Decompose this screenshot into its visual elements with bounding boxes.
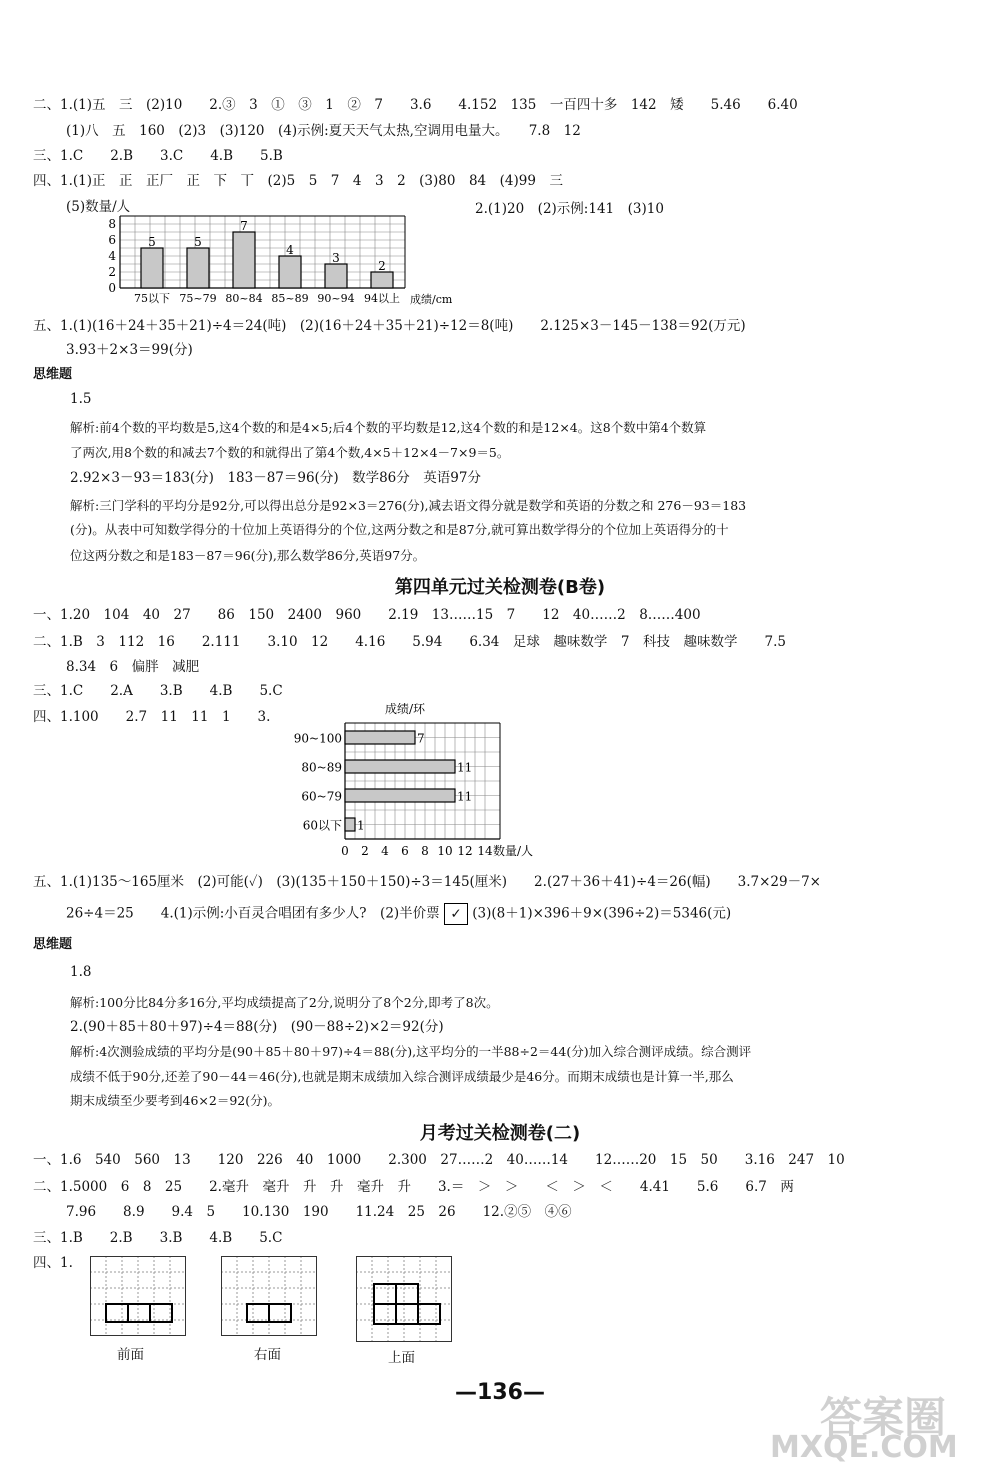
view-label: 上面 [388,1350,415,1366]
line: 3.93＋2×3＝99(分) [66,342,193,358]
data-label: 5 [194,235,202,249]
view-label: 右面 [254,1347,281,1363]
line: 三、1.C 2.B 3.C 4.B 5.B [33,148,283,164]
page-number: —136— [455,1380,545,1405]
x-tick-label: 80~84 [225,292,263,305]
x-tick-label: 8 [421,844,429,858]
line: 二、1.B 3 112 16 2.111 3.10 12 4.16 5.94 6.34 足球 趣味数学 7 科技 趣味数学 7.5 [33,634,786,650]
bar-chart-1 [100,212,460,312]
x-tick-label: 4 [381,844,389,858]
x-axis-label: 数量/人 [493,844,534,858]
line: (1)八 五 160 (2)3 (3)120 (4)示例:夏天天气太热,空调用电量大。 7.8 12 [66,123,581,139]
y-tick-label: 90~100 [293,731,342,746]
line: 位这两分数之和是183－87＝96(分),那么数学86分,英语97分。 [70,548,426,563]
bar [187,248,209,288]
x-axis-label: 成绩/cm [410,293,453,306]
bar [233,232,255,288]
right-view-grid [221,1256,317,1336]
line: 1.8 [70,964,92,980]
data-label: 11 [457,789,473,804]
section-title: 月考过关检测卷(二) [419,1123,581,1144]
y-tick-label: 4 [108,249,116,263]
top-view-grid [356,1256,452,1342]
check-box: ✓ [444,903,468,925]
y-tick-label: 60~79 [301,789,342,804]
line-part: 26÷4＝25 4.(1)示例:小百灵合唱团有多少人? (2)半价票 [66,905,440,922]
line: 五、1.(1)135～165厘米 (2)可能(✓) (3)(135＋150＋150)÷3＝145(厘米) 2.(27＋36＋41)÷4＝26(幅) 3.7×29－7× [33,874,821,890]
line: 成绩不低于90分,还差了90－44＝46(分),也就是期末成绩加入综合测评成绩最少是46分。而期末成绩也是计算一半,那么 [70,1069,734,1084]
line: 1.5 [70,391,92,407]
y-tick-label: 0 [108,281,116,295]
x-tick-label: 75~79 [179,292,217,305]
bar [345,789,455,802]
line: 解析:前4个数的平均数是5,这4个数的和是4×5;后4个数的平均数是12,这4个数的和是12×4。这8个数中第4个数算 [70,420,707,435]
x-tick-label: 12 [457,844,473,858]
view-label: 前面 [117,1347,144,1363]
line [66,903,731,925]
data-label: 7 [240,219,248,233]
line: 解析:100分比84分多16分,平均成绩提高了2分,说明分了8个2分,即考了8次。 [70,995,499,1010]
line: 2.92×3－93＝183(分) 183－87＝96(分) 数学86分 英语97分 [70,470,481,486]
y-axis-label: 成绩/环 [385,703,426,716]
section-title: 第四单元过关检测卷(B卷) [394,577,606,598]
line: 三、1.C 2.A 3.B 4.B 5.C [33,683,283,699]
line: 2.(1)20 (2)示例:141 (3)10 [475,201,664,217]
y-tick-label: 80~89 [301,760,342,775]
y-tick-label: 60以下 [302,818,342,833]
line: 一、1.20 104 40 27 86 150 2400 960 2.19 13……15 7 12 40……2 8……400 [33,607,701,623]
data-label: 2 [378,259,386,273]
watermark-text: MXQE.COM [770,1430,958,1465]
x-tick-label: 10 [437,844,453,858]
data-label: 1 [357,818,365,833]
x-tick-label: 14 [477,844,493,858]
x-tick-label: 0 [341,844,349,858]
line: (分)。从表中可知数学得分的十位加上英语得分的个位,这两分数之和是87分,就可算出数学得分的个位加上英语得分的十 [70,522,729,537]
data-label: 7 [417,731,425,746]
line: 二、1.5000 6 8 25 2.毫升 毫升 升 升 毫升 升 3.＝ ＞ ＞ ＜ ＞ ＜ 4.41 5.6 6.7 两 [33,1179,794,1195]
line: 期末成绩至少要考到46×2＝92(分)。 [70,1093,280,1108]
bar [345,818,355,831]
x-tick-label: 90~94 [317,292,355,305]
line: 解析:4次测验成绩的平均分是(90＋85＋80＋97)÷4＝88(分),这平均分的一半88÷2＝44(分)加入综合测评成绩。综合测评 [70,1044,752,1059]
bar [325,264,347,288]
line: 7.96 8.9 9.4 5 10.130 190 11.24 25 26 12.②⑤ ④⑥ [66,1204,572,1220]
line: 三、1.B 2.B 3.B 4.B 5.C [33,1230,283,1246]
watermark-logo: 答案圈 [820,1393,947,1442]
x-tick-label: 6 [401,844,409,858]
line: 了两次,用8个数的和减去7个数的和就得出了第4个数,4×5＋12×4－7×9＝5。 [70,445,510,460]
line: 解析:三门学科的平均分是92分,可以得出总分是92×3＝276(分),减去语文得分就是数学和英语的分数之和 276－93＝183 [70,498,747,513]
y-tick-label: 8 [108,217,116,231]
bar [345,760,455,773]
bar [345,731,415,744]
line: 一、1.6 540 560 13 120 226 40 1000 2.300 27……2 40……14 12……20 15 50 3.16 247 10 [33,1152,845,1168]
line: 五、1.(1)(16＋24＋35＋21)÷4＝24(吨) (2)(16＋24＋35＋21)÷12＝8(吨) 2.125×3－145－138＝92(万元) [33,318,746,334]
bar [141,248,163,288]
y-tick-label: 2 [108,265,116,279]
line: 四、1.100 2.7 11 11 1 3. [33,709,271,725]
data-label: 4 [286,243,294,257]
line: 2.(90＋85＋80＋97)÷4＝88(分) (90－88÷2)×2＝92(分) [70,1019,444,1035]
x-tick-label: 75以下 [134,292,170,305]
chart1-ylabel: (5)数量/人 [66,199,131,215]
front-view-grid [90,1256,186,1336]
line: 二、1.(1)五 三 (2)10 2.③ 3 ① ③ 1 ② 7 3.6 4.152 135 一百四十多 142 矮 5.46 6.40 [33,97,798,113]
section-label: 思维题 [33,937,73,952]
line: 8.34 6 偏胖 减肥 [66,659,200,675]
x-tick-label: 2 [361,844,369,858]
x-tick-label: 85~89 [271,292,309,305]
bar-chart-2 [290,703,560,869]
bar [279,256,301,288]
bar [371,272,393,288]
line: 四、1.(1)正 正 正厂 正 下 丅 (2)5 5 7 4 3 2 (3)80 84 (4)99 三 [33,173,563,189]
x-tick-label: 94以上 [364,292,400,305]
line-part: (3)(8＋1)×396＋9×(396÷2)＝5346(元) [472,905,732,922]
line: 四、1. [33,1255,73,1271]
data-label: 11 [457,760,473,775]
data-label: 3 [332,251,340,265]
y-tick-label: 6 [108,233,116,247]
data-label: 5 [148,235,156,249]
section-label: 思维题 [33,367,73,382]
